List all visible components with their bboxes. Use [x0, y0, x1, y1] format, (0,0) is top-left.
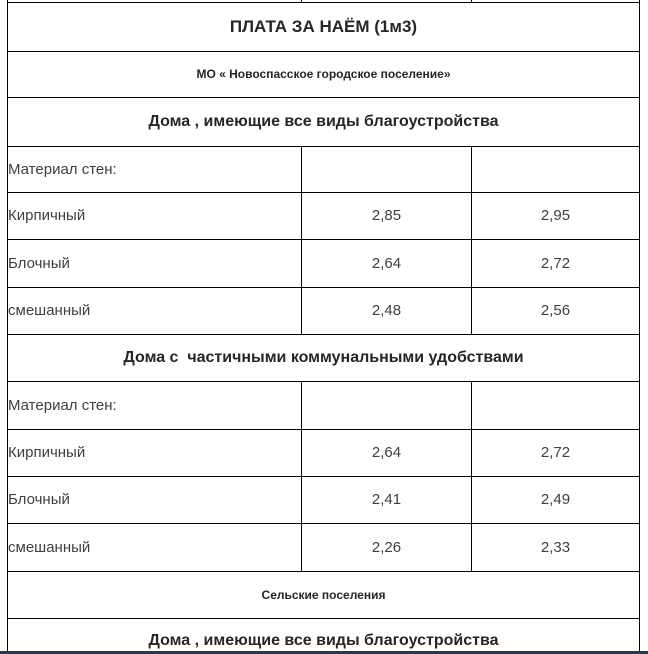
table-row [8, 618, 640, 654]
section-header-full-amenities: Дома , имеющие все виды благоустройства [8, 97, 640, 146]
table-row [8, 334, 640, 381]
material-cell: смешанный [8, 523, 302, 571]
value-cell: 2,72 [472, 239, 640, 287]
material-header-cell: Материал стен: [8, 146, 302, 192]
material-cell: Блочный [8, 476, 302, 523]
value-cell: 2,41 [302, 476, 472, 523]
table-row [8, 429, 640, 476]
table-row [8, 97, 640, 146]
value-cell: 2,72 [472, 429, 640, 476]
value-cell: 2,95 [472, 192, 640, 239]
value-cell: 2,64 [302, 239, 472, 287]
table-row [8, 287, 640, 334]
section-header-full-amenities-rural: Дома , имеющие все виды благоустройства [8, 618, 640, 654]
value-cell: 2,33 [472, 523, 640, 571]
value-cell: 2,85 [302, 192, 472, 239]
material-cell: Блочный [8, 239, 302, 287]
material-cell: Кирпичный [8, 192, 302, 239]
value-cell: 2,49 [472, 476, 640, 523]
value-cell [472, 146, 640, 192]
table-row [8, 146, 640, 192]
table-row [8, 381, 640, 429]
section-header-rural: Сельские поселения [8, 571, 640, 618]
table-row [8, 51, 640, 97]
table-row [8, 571, 640, 618]
value-cell: 2,26 [302, 523, 472, 571]
table-row [8, 476, 640, 523]
material-header-cell: Материал стен: [8, 381, 302, 429]
table-row [8, 523, 640, 571]
material-cell: Кирпичный [8, 429, 302, 476]
municipality-header: МО « Новоспасское городское поселение» [8, 51, 640, 97]
value-cell [472, 381, 640, 429]
value-cell [302, 146, 472, 192]
page-title: ПЛАТА ЗА НАЁМ (1м3) [8, 2, 640, 51]
tariff-table [7, 0, 640, 654]
section-header-partial-amenities: Дома с частичными коммунальными удобствами [8, 334, 640, 381]
value-cell: 2,64 [302, 429, 472, 476]
material-cell: смешанный [8, 287, 302, 334]
table-row [8, 2, 640, 51]
table-row [8, 192, 640, 239]
value-cell: 2,48 [302, 287, 472, 334]
value-cell: 2,56 [472, 287, 640, 334]
table-row [8, 239, 640, 287]
value-cell [302, 381, 472, 429]
